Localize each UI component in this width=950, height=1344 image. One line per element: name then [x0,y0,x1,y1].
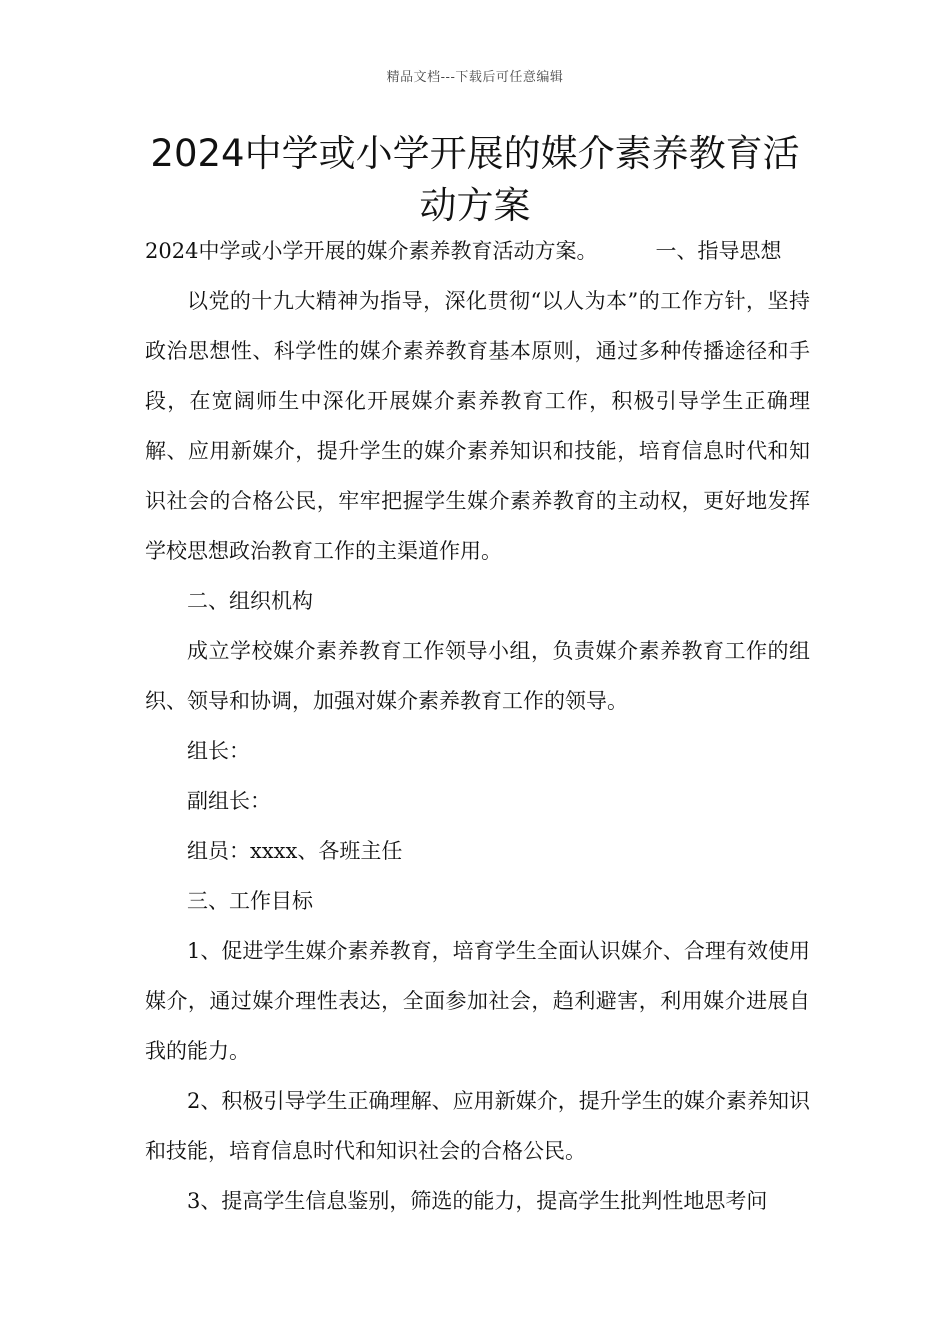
title-line-2: 动方案 [419,184,531,227]
title-line-1: 2024中学或小学开展的媒介素养教育活 [150,132,800,175]
document-body [145,226,810,1226]
section-heading-goals: 三、工作目标 [187,889,313,913]
document-title [120,128,830,232]
deputy-leader-line: 副组长： [187,789,271,813]
intro-paragraph [145,226,810,276]
page-header: 精品文档---下载后可任意编辑 [386,70,564,85]
guiding-thought-paragraph: 以党的十九大精神为指导，深化贯彻“以人为本”的工作方针，坚持政治思想性、科学性的媒介素养教育基本原则，通过多种传播途径和手段，在宽阔师生中深化开展媒介素养教育工作，积极引导学生正确理解、应用新媒介，提升学生的媒介素养知识和技能，培育信息时代和知识社会的合格公民，牢牢把握学生媒介素养教育的主动权，更好地发挥学校思想政治教育工作的主渠道作用。 [145,289,810,563]
section-heading-guiding-thought: 一、指导思想 [655,239,782,263]
organization-paragraph: 成立学校媒介素养教育工作领导小组，负责媒介素养教育工作的组织、领导和协调，加强对媒介素养教育工作的领导。 [145,639,810,713]
team-leader-line: 组长： [187,739,250,763]
goal-item-1: 1、促进学生媒介素养教育，培育学生全面认识媒介、合理有效使用媒介，通过媒介理性表达，全面参加社会，趋利避害，利用媒介进展自我的能力。 [145,939,810,1063]
intro-text: 2024中学或小学开展的媒介素养教育活动方案。 [145,239,598,263]
goal-item-3: 3、提高学生信息鉴别，筛选的能力，提高学生批判性地思考问 [187,1189,768,1213]
members-line: 组员：xxxx、各班主任 [187,839,403,863]
goal-item-2: 2、积极引导学生正确理解、应用新媒介，提升学生的媒介素养知识和技能，培育信息时代和知识社会的合格公民。 [145,1089,810,1163]
section-heading-organization: 二、组织机构 [187,589,313,613]
